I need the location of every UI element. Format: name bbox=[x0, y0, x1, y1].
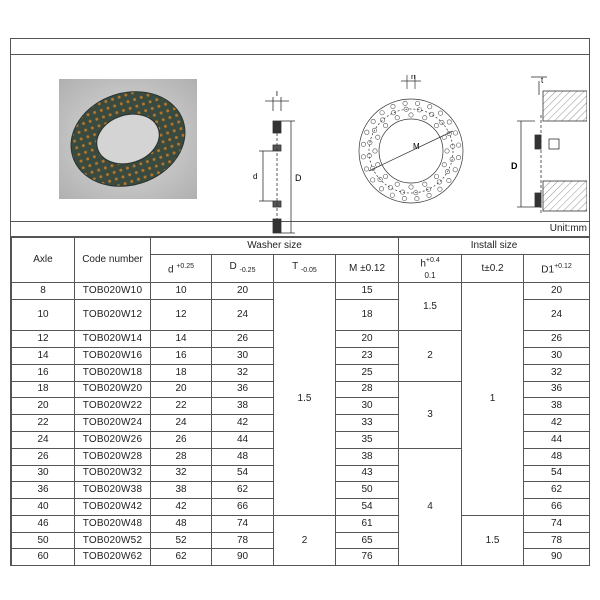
cell-M: 43 bbox=[336, 465, 399, 482]
hole-mark bbox=[423, 116, 427, 120]
cell-t: 1.5 bbox=[462, 515, 524, 565]
install-drawing-icon bbox=[501, 75, 587, 220]
cell-D1: 90 bbox=[524, 549, 590, 566]
cell-D1: 38 bbox=[524, 398, 590, 415]
cell-d: 52 bbox=[151, 532, 212, 549]
cell-code: TOB020W42 bbox=[75, 499, 151, 516]
cell-t: 1 bbox=[462, 283, 524, 516]
hole-mark bbox=[379, 187, 383, 191]
cell-M: 50 bbox=[336, 482, 399, 499]
cell-M: 30 bbox=[336, 398, 399, 415]
cell-code: TOB020W48 bbox=[75, 515, 151, 532]
hole-mark bbox=[364, 167, 368, 171]
title-bar bbox=[11, 39, 589, 55]
hole-mark bbox=[453, 167, 457, 171]
cell-M: 54 bbox=[336, 499, 399, 516]
cell-D: 26 bbox=[212, 331, 274, 348]
cell-axle: 22 bbox=[12, 415, 75, 432]
hole-mark bbox=[423, 182, 427, 186]
hole-mark bbox=[409, 185, 413, 189]
header-code-number: Code number bbox=[75, 238, 151, 283]
cell-code: TOB020W22 bbox=[75, 398, 151, 415]
cell-D1: 20 bbox=[524, 283, 590, 300]
cell-d: 32 bbox=[151, 465, 212, 482]
cell-D1: 62 bbox=[524, 482, 590, 499]
cell-axle: 10 bbox=[12, 300, 75, 331]
header-M: M ±0.12 bbox=[336, 255, 399, 283]
cell-axle: 14 bbox=[12, 347, 75, 364]
hole-mark bbox=[429, 112, 433, 116]
cell-axle: 40 bbox=[12, 499, 75, 516]
hole-mark bbox=[456, 143, 460, 147]
cell-code: TOB020W24 bbox=[75, 415, 151, 432]
hole-mark bbox=[390, 193, 394, 197]
cell-D1: 44 bbox=[524, 431, 590, 448]
cell-D: 42 bbox=[212, 415, 274, 432]
cell-code: TOB020W10 bbox=[75, 283, 151, 300]
cell-axle: 36 bbox=[12, 482, 75, 499]
cell-D: 20 bbox=[212, 283, 274, 300]
drawing-label-T: T bbox=[274, 91, 280, 98]
hole-mark bbox=[442, 163, 446, 167]
cell-code: TOB020W38 bbox=[75, 482, 151, 499]
hole-mark bbox=[437, 180, 441, 184]
header-axle: Axle bbox=[12, 238, 75, 283]
hole-mark bbox=[383, 123, 387, 127]
cell-D1: 26 bbox=[524, 331, 590, 348]
cell-M: 33 bbox=[336, 415, 399, 432]
cell-D1: 48 bbox=[524, 448, 590, 465]
cell-axle: 12 bbox=[12, 331, 75, 348]
header-D: D $_{-0.25}$ bbox=[212, 255, 274, 283]
cell-code: TOB020W32 bbox=[75, 465, 151, 482]
cell-M: 28 bbox=[336, 381, 399, 398]
cell-d: 10 bbox=[151, 283, 212, 300]
cell-axle: 18 bbox=[12, 381, 75, 398]
cell-D1: 54 bbox=[524, 465, 590, 482]
table-row bbox=[12, 515, 590, 532]
hole-mark bbox=[438, 187, 442, 191]
cell-M: 35 bbox=[336, 431, 399, 448]
cell-axle: 30 bbox=[12, 465, 75, 482]
header-washer-size: Washer size bbox=[151, 238, 399, 255]
cell-axle: 20 bbox=[12, 398, 75, 415]
hole-mark bbox=[371, 178, 375, 182]
cell-d: 62 bbox=[151, 549, 212, 566]
cell-d: 38 bbox=[151, 482, 212, 499]
hole-mark bbox=[438, 111, 442, 115]
hole-mark bbox=[415, 101, 419, 105]
drawing-label-D: D bbox=[295, 173, 302, 183]
cell-M: 20 bbox=[336, 331, 399, 348]
drawing-label-M: M bbox=[413, 142, 420, 151]
hole-mark bbox=[445, 149, 449, 153]
hole-mark bbox=[380, 111, 384, 115]
spec-table bbox=[11, 237, 590, 566]
cell-M: 15 bbox=[336, 283, 399, 300]
cell-code: TOB020W52 bbox=[75, 532, 151, 549]
cell-D: 32 bbox=[212, 364, 274, 381]
spec-sheet bbox=[10, 38, 590, 566]
hole-mark bbox=[402, 196, 406, 200]
hole-mark bbox=[371, 119, 375, 123]
hole-mark bbox=[447, 178, 451, 182]
cell-d: 42 bbox=[151, 499, 212, 516]
hole-mark bbox=[434, 123, 438, 127]
cell-M: 18 bbox=[336, 300, 399, 331]
cell-h: 1.5 bbox=[399, 283, 462, 331]
cell-D1: 66 bbox=[524, 499, 590, 516]
cell-D: 62 bbox=[212, 482, 274, 499]
cell-D: 36 bbox=[212, 381, 274, 398]
header-d: d $^{+0.25}$ bbox=[151, 255, 212, 283]
hole-mark bbox=[415, 196, 419, 200]
cell-h: 4 bbox=[399, 448, 462, 566]
header-D1: $D1^{+0.12}$ bbox=[524, 255, 590, 283]
cell-axle: 26 bbox=[12, 448, 75, 465]
cell-D: 66 bbox=[212, 499, 274, 516]
cell-D1: 74 bbox=[524, 515, 590, 532]
cell-code: TOB020W26 bbox=[75, 431, 151, 448]
cell-axle: 8 bbox=[12, 283, 75, 300]
cell-D1: 32 bbox=[524, 364, 590, 381]
header-install-size: Install size bbox=[399, 238, 590, 255]
cell-axle: 46 bbox=[12, 515, 75, 532]
hole-mark bbox=[380, 118, 384, 122]
hole-mark bbox=[456, 155, 460, 159]
hole-mark bbox=[395, 116, 399, 120]
cell-D1: 42 bbox=[524, 415, 590, 432]
hole-mark bbox=[391, 104, 395, 108]
cell-d: 22 bbox=[151, 398, 212, 415]
hole-mark bbox=[395, 182, 399, 186]
cell-d: 16 bbox=[151, 347, 212, 364]
cell-D: 74 bbox=[212, 515, 274, 532]
washer-face-drawing-icon bbox=[351, 75, 471, 220]
cell-axle: 16 bbox=[12, 364, 75, 381]
cell-D1: 30 bbox=[524, 347, 590, 364]
hole-mark bbox=[388, 185, 392, 189]
cell-code: TOB020W28 bbox=[75, 448, 151, 465]
hole-mark bbox=[365, 130, 369, 134]
hole-mark bbox=[409, 113, 413, 117]
hole-mark bbox=[361, 155, 365, 159]
cell-code: TOB020W18 bbox=[75, 364, 151, 381]
cell-code: TOB020W20 bbox=[75, 381, 151, 398]
cell-M: 23 bbox=[336, 347, 399, 364]
cell-T: 1.5 bbox=[274, 283, 336, 516]
cell-D1: 36 bbox=[524, 381, 590, 398]
cell-M: 38 bbox=[336, 448, 399, 465]
cell-T: 2 bbox=[274, 515, 336, 565]
cell-d: 26 bbox=[151, 431, 212, 448]
drawing-label-d: d bbox=[253, 172, 258, 181]
cell-D: 78 bbox=[212, 532, 274, 549]
cell-D: 54 bbox=[212, 465, 274, 482]
header-T: T $_{-0.05}$ bbox=[274, 255, 336, 283]
cell-D1: 78 bbox=[524, 532, 590, 549]
hole-mark bbox=[427, 193, 431, 197]
cell-d: 14 bbox=[151, 331, 212, 348]
cell-D: 24 bbox=[212, 300, 274, 331]
hole-mark bbox=[403, 101, 407, 105]
cell-d: 18 bbox=[151, 364, 212, 381]
cell-D: 44 bbox=[212, 431, 274, 448]
hole-mark bbox=[442, 135, 446, 139]
hole-mark bbox=[427, 105, 431, 109]
header-h: $h^{+0.4}$ 0.1 bbox=[399, 255, 462, 283]
cell-code: TOB020W14 bbox=[75, 331, 151, 348]
cell-d: 24 bbox=[151, 415, 212, 432]
hole-mark bbox=[426, 187, 430, 191]
washer-photo-icon bbox=[59, 79, 197, 199]
table-row bbox=[12, 283, 590, 300]
hole-mark bbox=[434, 174, 438, 178]
cell-d: 48 bbox=[151, 515, 212, 532]
figure-panel bbox=[11, 55, 589, 222]
cell-h: 2 bbox=[399, 331, 462, 381]
drawing-label-t: t bbox=[541, 76, 544, 85]
cell-M: 25 bbox=[336, 364, 399, 381]
cell-D: 48 bbox=[212, 448, 274, 465]
cell-axle: 60 bbox=[12, 549, 75, 566]
hole-mark bbox=[453, 131, 457, 135]
cell-h: 3 bbox=[399, 381, 462, 448]
cell-D: 38 bbox=[212, 398, 274, 415]
hole-mark bbox=[447, 120, 451, 124]
hole-mark bbox=[383, 174, 387, 178]
drawing-label-D1: D bbox=[511, 161, 518, 171]
hole-mark bbox=[391, 111, 395, 115]
cell-axle: 50 bbox=[12, 532, 75, 549]
cell-d: 20 bbox=[151, 381, 212, 398]
cell-code: TOB020W12 bbox=[75, 300, 151, 331]
cell-M: 61 bbox=[336, 515, 399, 532]
cell-d: 28 bbox=[151, 448, 212, 465]
hole-mark bbox=[361, 142, 365, 146]
hole-mark bbox=[376, 163, 380, 167]
unit-label: Unit:mm bbox=[11, 222, 589, 237]
header-t: t±0.2 bbox=[462, 255, 524, 283]
cell-axle: 24 bbox=[12, 431, 75, 448]
cell-D: 90 bbox=[212, 549, 274, 566]
hole-mark bbox=[376, 135, 380, 139]
hole-mark bbox=[373, 149, 377, 153]
cell-D: 30 bbox=[212, 347, 274, 364]
cell-M: 76 bbox=[336, 549, 399, 566]
drawing-label-h: h bbox=[411, 75, 416, 81]
cell-code: TOB020W62 bbox=[75, 549, 151, 566]
cell-M: 65 bbox=[336, 532, 399, 549]
cell-D1: 24 bbox=[524, 300, 590, 331]
cell-code: TOB020W16 bbox=[75, 347, 151, 364]
cell-d: 12 bbox=[151, 300, 212, 331]
